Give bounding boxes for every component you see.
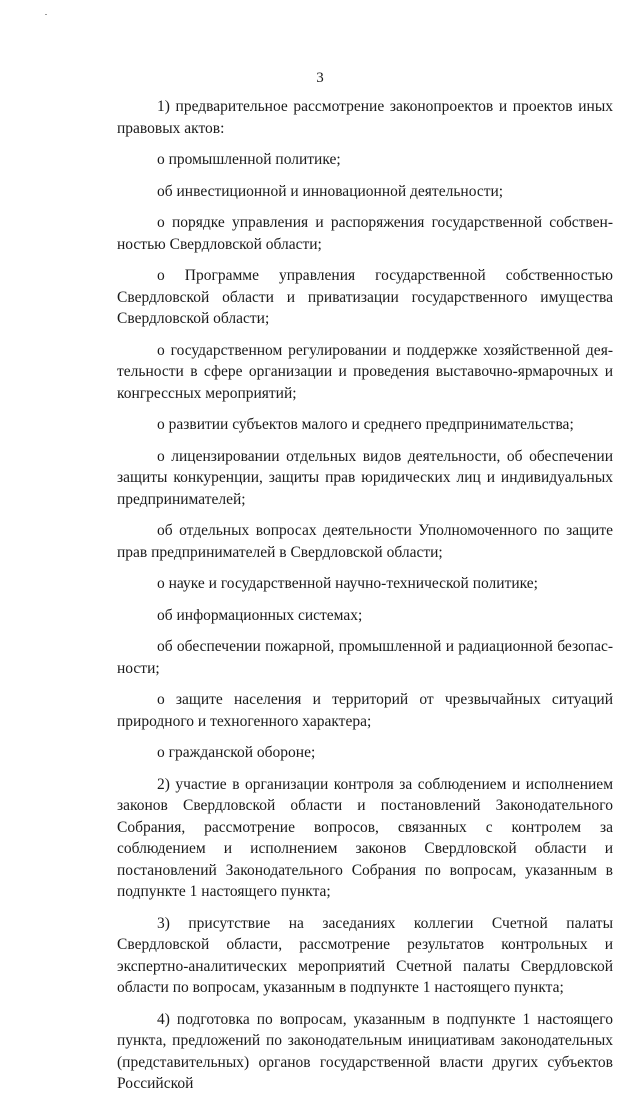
paragraph-item-industrial-policy: о промышленной политике; <box>157 151 341 168</box>
scan-artifact <box>45 14 47 15</box>
paragraph-item-civil-defense: о гражданской обороне; <box>157 744 316 761</box>
page-number: 3 <box>316 70 324 86</box>
paragraph-item-information-systems: об информационных системах; <box>157 606 363 624</box>
paragraph-item-privatization-program: о Программе управления государственной собственностью Свердловской области и приватизации государственного имущества Свердловской области; <box>117 267 613 327</box>
paragraph-item-investment: об инвестиционной и инновационной деятельности; <box>157 182 504 200</box>
paragraph-item-small-business: о развитии субъектов малого и среднего предпринимательства; <box>157 416 574 433</box>
paragraph-item-1: 1) предварительное рассмотрение законопроектов и проектов иных правовых актов: <box>117 98 613 137</box>
paragraph-item-exhibitions: о государственном регулировании и поддержке хозяйственной деятельности в сфере организации и проведения выставочно-ярмарочных и конгрессных мероприятий; <box>117 341 613 402</box>
document-body <box>117 96 613 1105</box>
paragraph-item-ombudsman: об отдельных вопросах деятельности Уполномоченного по защите прав предпринимателей в Свердловской области; <box>117 522 613 561</box>
paragraph-item-emergencies: о защите населения и территорий от чрезвычайных ситуаций природного и техногенного характера; <box>117 691 613 730</box>
paragraph-item-property-management: о порядке управления и распоряжения государственной собственностью Свердловской области; <box>117 214 613 253</box>
paragraph-item-3: 3) присутствие на заседаниях коллегии Счетной палаты Свердловской области, рассмотрение результатов контрольных и экспертно-аналитических мероприятий Счетной палаты Свердловской области по вопросам, указанным в подпункте 1 настоящего пункта; <box>117 914 613 996</box>
paragraph-item-science: о науке и государственной научно-технической политике; <box>157 575 538 592</box>
paragraph-item-4: 4) подготовка по вопросам, указанным в подпункте 1 настоящего пункта, предложений по законодательным инициативам законодательных (представительных) органов государственной власти других субъектов Российской <box>117 1010 613 1092</box>
paragraph-item-safety: об обеспечении пожарной, промышленной и радиационной безопасности; <box>117 638 613 677</box>
paragraph-item-licensing: о лицензировании отдельных видов деятельности, об обеспечении защиты конкуренции, защиты прав юридических лиц и индивидуальных предпринимателей; <box>117 447 613 508</box>
paragraph-item-2: 2) участие в организации контроля за соблюдением и исполнением законов Свердловской области и постановлений Законодательного Собрания, рассмотрение вопросов, связанных с контролем за соблюдением и исполнением законов Свердловской области и постановлений Законодательного Собрания по вопросам, указанным в подпункте 1 настоящего пункта; <box>117 775 613 900</box>
